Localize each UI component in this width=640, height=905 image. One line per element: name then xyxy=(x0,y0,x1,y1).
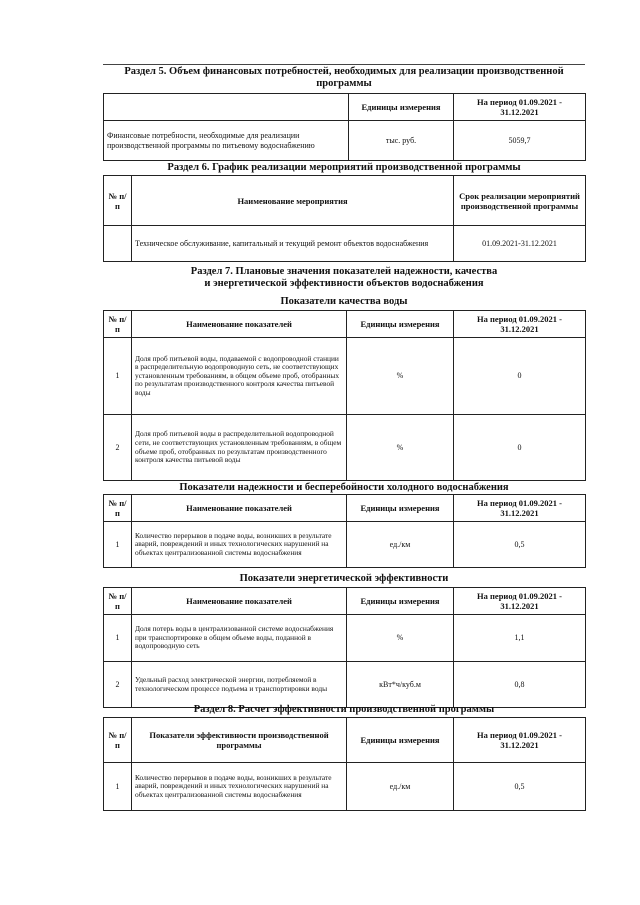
table-header-row xyxy=(104,94,586,121)
row-name: Доля потерь воды в централизованной системе водоснабжения при транспортировке в общем объеме воды, поданной в водопроводную сеть xyxy=(132,615,347,662)
table-header-row xyxy=(104,311,586,338)
row-unit: % xyxy=(347,615,454,662)
unit-header: Единицы измерения xyxy=(347,718,454,763)
row-num: 1 xyxy=(104,615,132,662)
schedule-table xyxy=(103,175,586,262)
row-value: 1,1 xyxy=(454,615,586,662)
row-value: 0,8 xyxy=(454,662,586,708)
row-term: 01.09.2021-31.12.2021 xyxy=(454,226,586,262)
row-value: 0,5 xyxy=(454,522,586,568)
quality-subtitle: Показатели качества воды xyxy=(280,296,408,307)
table-header-row xyxy=(104,495,586,522)
row-name: Доля проб питьевой воды, подаваемой с водопроводной станции в распределительную водопроводную сеть, не соответствующих установленным требованиям, в общем объеме проб, отобранных по результатам производственного контроля качества питьевой воды xyxy=(132,338,347,415)
row-unit: % xyxy=(347,415,454,481)
top-rule xyxy=(103,64,585,65)
period-header: На период 01.09.2021 - 31.12.2021 xyxy=(454,495,586,522)
unit-header: Единицы измерения xyxy=(347,495,454,522)
section-5-title: Раздел 5. Объем финансовых потребностей, необходимых для реализации производственной программы xyxy=(124,66,564,89)
name-header: Показатели эффективности производственной программы xyxy=(132,718,347,763)
name-header: Наименование показателей xyxy=(132,495,347,522)
row-num: 2 xyxy=(104,415,132,481)
reliability-subtitle: Показатели надежности и бесперебойности холодного водоснабжения xyxy=(179,482,509,493)
financial-needs-table xyxy=(103,93,586,161)
row-num: 1 xyxy=(104,522,132,568)
unit-header: Единицы измерения xyxy=(347,311,454,338)
table-header-row xyxy=(104,718,586,763)
section-6-title: Раздел 6. График реализации мероприятий производственной программы xyxy=(167,162,521,173)
row-unit: ед./км xyxy=(347,522,454,568)
row-num xyxy=(104,226,132,262)
row-unit: % xyxy=(347,338,454,415)
section-7-title-line2: и энергетической эффективности объектов водоснабжения xyxy=(204,278,484,289)
table-row xyxy=(104,226,586,262)
table-row xyxy=(104,763,586,811)
num-header: № п/п xyxy=(104,588,132,615)
energy-subtitle: Показатели энергетической эффективности xyxy=(239,573,449,584)
row-unit: кВт*ч/куб.м xyxy=(347,662,454,708)
table-header-row xyxy=(104,176,586,226)
table-row xyxy=(104,522,586,568)
row-num: 1 xyxy=(104,338,132,415)
energy-table xyxy=(103,587,586,708)
section-7-title-line1: Раздел 7. Плановые значения показателей надежности, качества xyxy=(190,266,498,277)
row-name: Количество перерывов в подаче воды, возникших в результате аварий, повреждений и иных технологических нарушений на объектах централизованной системы водоснабжения xyxy=(132,763,347,811)
num-header: № п/п xyxy=(104,311,132,338)
reliability-table xyxy=(103,494,586,568)
period-header: На период 01.09.2021 - 31.12.2021 xyxy=(454,311,586,338)
blank-header xyxy=(104,94,349,121)
section-8-title: Раздел 8. Расчет эффективности производственной программы xyxy=(193,704,495,715)
row-value: 5059,7 xyxy=(454,121,586,161)
table-row xyxy=(104,338,586,415)
table-header-row xyxy=(104,588,586,615)
num-header: № п/п xyxy=(104,176,132,226)
name-header: Наименование показателей xyxy=(132,311,347,338)
period-header: На период 01.09.2021 - 31.12.2021 xyxy=(454,718,586,763)
table-row xyxy=(104,662,586,708)
row-value: 0,5 xyxy=(454,763,586,811)
row-name: Количество перерывов в подаче воды, возникших в результате аварий, повреждений и иных технологических нарушений на объектах централизованной системы водоснабжения xyxy=(132,522,347,568)
row-unit: ед./км xyxy=(347,763,454,811)
row-name: Техническое обслуживание, капитальный и текущий ремонт объектов водоснабжения xyxy=(132,226,454,262)
name-header: Наименование мероприятия xyxy=(132,176,454,226)
term-header: Срок реализации мероприятий производственной программы xyxy=(454,176,586,226)
num-header: № п/п xyxy=(104,718,132,763)
row-value: 0 xyxy=(454,338,586,415)
period-header: На период 01.09.2021 - 31.12.2021 xyxy=(454,94,586,121)
efficiency-table xyxy=(103,717,586,811)
table-row xyxy=(104,121,586,161)
row-unit: тыс. руб. xyxy=(349,121,454,161)
table-row xyxy=(104,415,586,481)
row-name: Финансовые потребности, необходимые для реализации производственной программы по питьевому водоснабжению xyxy=(104,121,349,161)
num-header: № п/п xyxy=(104,495,132,522)
row-name: Доля проб питьевой воды в распределительной водопроводной сети, не соответствующих установленным требованиям, в общем объеме проб, отобранных по результатам производственного контроля качества питьевой воды xyxy=(132,415,347,481)
row-value: 0 xyxy=(454,415,586,481)
table-row xyxy=(104,615,586,662)
period-header: На период 01.09.2021 - 31.12.2021 xyxy=(454,588,586,615)
unit-header: Единицы измерения xyxy=(347,588,454,615)
row-name: Удельный расход электрической энергии, потребляемой в технологическом процессе подъема и транспортировки воды xyxy=(132,662,347,708)
row-num: 1 xyxy=(104,763,132,811)
quality-table xyxy=(103,310,586,481)
name-header: Наименование показателей xyxy=(132,588,347,615)
unit-header: Единицы измерения xyxy=(349,94,454,121)
row-num: 2 xyxy=(104,662,132,708)
